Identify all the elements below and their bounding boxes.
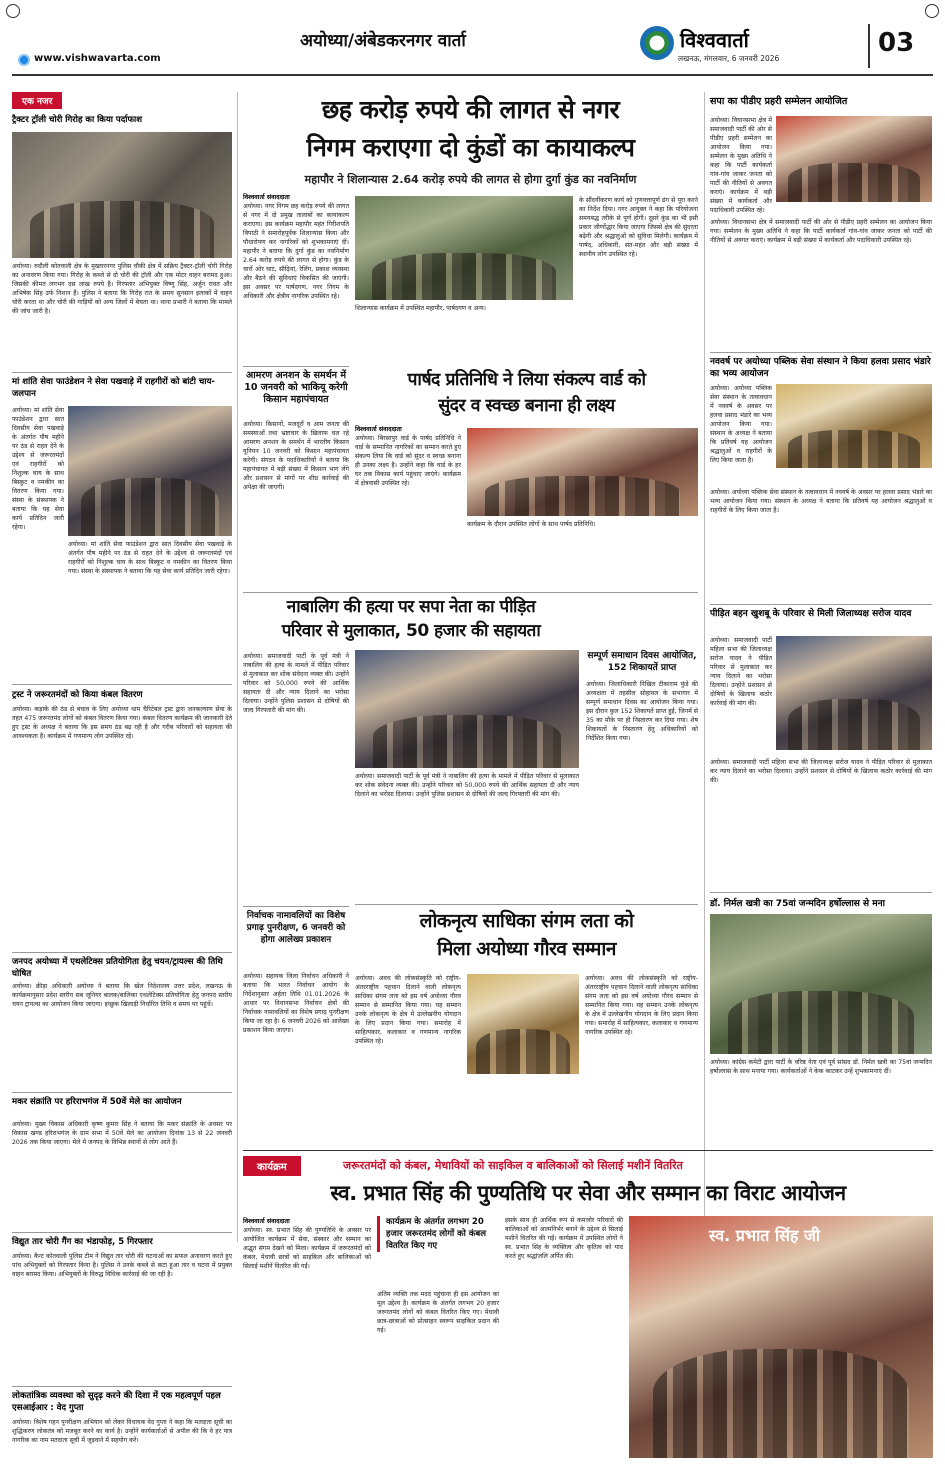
news-body-cont: अयोध्या। समाजवादी पार्टी महिला सभा की जिलाध्यक्ष सरोज यादव ने पीड़ित परिवार से मुलाकात कर न्याय दिलाने का भरोसा दिलाया। उन्होंने प्रशासन से दोषियों के खिलाफ कठोर कार्रवाई की मांग की। [710, 759, 932, 784]
news-body: अयोध्या। मुख्य विकास अधिकारी कृष्ण कुमार सिंह ने बताया कि मकर संक्रांति के अवसर पर विकास खण्ड हरिराभगंज के ग्राम सभा में 50वें मेले का आयोजन दिनांक 13 से 22 जनवरी 2026 तक किया जाएगा। मेले में जनपद के विभिन्न स्थानों से लोग आते हैं। [12, 1121, 232, 1146]
news-body: अयोध्या। अयोध्या पब्लिक सेवा संस्थान के तत्वावधान में नववर्ष के अवसर पर हलवा प्रसाद भंडारे का भव्य आयोजन किया गया। संस्थान के अध्यक्ष ने बताया कि प्रतिवर्ष यह आयोजन श्रद्धालुओं व राहगीरों के लिए किया जाता है। [710, 385, 772, 464]
parshad-story [355, 368, 698, 588]
news-photo [710, 914, 932, 1054]
bottom-story [243, 1150, 933, 1465]
page-header [0, 0, 945, 78]
right-column [710, 92, 932, 1242]
samadhan-body: अयोध्या। जिलाधिकारी निखिल टीकाराम फुंडे की अध्यक्षता में तहसील सोहावल के सभागार में सम्पूर्ण समाधान दिवस का आयोजन किया गया। इस दौरान कुल 152 शिकायतें प्राप्त हुईं, जिनमें से 35 का मौके पर ही निस्तारण कर दिया गया। शेष शिकायतों के निस्तारण हेतु अधिकारियों को निर्देशित किया गया। [586, 681, 698, 742]
news-body-cont: अयोध्या। अयोध्या पब्लिक सेवा संस्थान के तत्वावधान में नववर्ष के अवसर पर हलवा प्रसाद भंडारे का भव्य आयोजन किया गया। संस्थान के अध्यक्ष ने बताया कि प्रतिवर्ष यह आयोजन श्रद्धालुओं व राहगीरों के लिए किया जाता है। [710, 489, 932, 514]
anshan-title: आमरण अनशन के समर्थन में 10 जनवरी को भाकियू करेगी किसान महापंचायत [244, 370, 348, 405]
news-body: अयोध्या। कड़ाके की ठंड से बचाव के लिए अयोध्या धाम चैरिटेबल ट्रस्ट द्वारा जनकल्याण सेवा के तहत 475 जरूरतमंद लोगों को कंबल वितरण किया गया। कंबल वितरण कार्यक्रम की जानकारी देते हुए ट्रस्ट के अध्यक्ष ने बताया कि इस समय ठंड बढ़ रही है और गरीब परिवारों को सहायता की आवश्यकता है। कार्यक्रम में गणमान्य लोग उपस्थित रहे। [12, 706, 232, 740]
parshad-headline-line1: पार्षद प्रतिनिधि ने लिया संकल्प वार्ड को [407, 370, 646, 390]
anshan-story [243, 370, 349, 590]
news-title: ट्रस्ट ने जरूरतमंदों को किया कंबल वितरण [12, 690, 143, 700]
bottom-body-3: इसके साथ ही आर्थिक रूप से कमजोर परिवारों की बालिकाओं को आत्मनिर्भर बनाने के उद्देश्य से सिलाई मशीनें वितरित की गईं। कार्यक्रम में उपस्थित लोगों ने स्व. प्रभात सिंह के व्यक्तित्व और कृतित्व को याद करते हुए श्रद्धांजलि अर्पित की। [505, 1217, 623, 1260]
byline: विश्ववार्ता संवाददाता [243, 194, 290, 201]
news-title: मां शांति सेवा फाउंडेशन ने सेवा पखवाड़े में राहगीरों को बांटी चाय-जलपान [12, 377, 215, 399]
news-title: नववर्ष पर अयोध्या पब्लिक सेवा संस्थान ने किया हलवा प्रसाद भंडारे का भव्य आयोजन [710, 357, 931, 379]
samadhan-title: सम्पूर्ण समाधान दिवस आयोजित, 152 शिकायतें प्राप्त [587, 651, 697, 673]
lead-subhead: महापौर ने शिलान्यास 2.64 करोड़ रुपये की लागत से होगा दुर्गा कुंड का नवनिर्माण [304, 173, 637, 186]
news-photo [776, 636, 932, 750]
news-title: ट्रैक्टर ट्रॉली चोरी गिरोह का किया पर्दाफाश [12, 115, 143, 125]
left-column [12, 92, 232, 1462]
news-body: अयोध्या। मां शांति सेवा फाउंडेशन द्वारा सात दिवसीय सेवा पखवाड़े के अंतर्गत पौष महीने पर ठंड से राहत देने के उद्देश्य से जरूरतमंदों एवं राहगीरों को निशुल्क चाय के साथ बिस्कुट व नमकीन का वितरण किया गया। संस्था के संस्थापक ने बताया कि यह सेवा कार्य प्रतिदिन जारी रहेगा। [12, 407, 64, 531]
news-photo [12, 132, 232, 258]
lead-photo-caption: शिलान्यास कार्यक्रम में उपस्थित महापौर, पार्षदगण व अन्य। [355, 305, 487, 312]
news-title: डॉ. निर्मल खत्री का 75वां जन्मदिन हर्षोल्लास से मना [710, 899, 885, 909]
lead-body-left: अयोध्या। नगर निगम छह करोड़ रुपये की लागत से नगर में दो प्रमुख तालाबों का कायाकल्प कराएगा। इस कार्यक्रम महापौर महंत गिरीशपति त्रिपाठी ने समारोहपूर्वक शिलान्यास किया और पौधारोपण कर नागरिकों को शुभकामनाएं दीं। महापौर ने बताया कि दुर्गा कुंड का नवनिर्माण 2.64 करोड़ रुपये की लागत से होगा। कुंड के चारों ओर घाट, सीढ़ियां, रेलिंग, प्रकाश व्यवस्था और बैठने की सुविधाएं विकसित की जाएंगी। इस अवसर पर पार्षदगण, नगर निगम के अधिकारी और क्षेत्रीय नागरिक उपस्थित रहे। [243, 203, 349, 300]
registration-mark [6, 4, 20, 18]
lead-photo [355, 196, 573, 300]
loknritya-photo [467, 974, 579, 1074]
bottom-body-1: अयोध्या। स्व. प्रभात सिंह की पुण्यतिथि के अवसर पर आयोजित कार्यक्रम में सेवा, संस्कार और सम्मान का अद्भुत संगम देखने को मिला। कार्यक्रम में जरूरतमंदों को कंबल, मेधावी छात्रों को साइकिल और बालिकाओं को सिलाई मशीनें वितरित की गईं। [243, 1227, 371, 1270]
website-url[interactable]: www.vishwavarta.com [34, 53, 161, 64]
news-body: अयोध्या। समाजवादी पार्टी महिला सभा की जिलाध्यक्ष सरोज यादव ने पीड़ित परिवार से मुलाकात कर न्याय दिलाने का भरोसा दिलाया। उन्होंने प्रशासन से दोषियों के खिलाफ कठोर कार्रवाई की मांग की। [710, 637, 772, 707]
logo-text: विश्ववार्ता [680, 28, 749, 52]
parshad-photo [467, 428, 698, 516]
news-body: अयोध्या। विधानसभा क्षेत्र में समाजवादी पार्टी की ओर से पीडीए प्रहरी सम्मेलन का आयोजन किया गया। सम्मेलन के मुख्य अतिथि ने कहा कि पार्टी कार्यकर्ता गांव-गांव जाकर जनता को पार्टी की नीतियों से अवगत कराएं। कार्यक्रम में बड़ी संख्या में कार्यकर्ता और पदाधिकारी उपस्थित रहे। [710, 117, 772, 214]
anshan-body: अयोध्या। किसानों, मजदूरों व आम जनता की समस्याओं तथा भ्रष्टाचार के खिलाफ चल रहे आमरण अनशन के समर्थन में भारतीय किसान यूनियन 10 जनवरी को किसान महापंचायत करेगी। संगठन के पदाधिकारियों ने बताया कि महापंचायत में बड़ी संख्या में किसान भाग लेंगे और प्रशासन से मांगों पर शीघ्र कार्रवाई की अपेक्षा की जाएगी। [243, 421, 349, 491]
news-photo [776, 384, 932, 468]
bottom-headline: स्व. प्रभात सिंह की पुण्यतिथि पर सेवा और सम्मान का विराट आयोजन [330, 1181, 846, 1205]
karyakram-tag: कार्यक्रम [243, 1156, 301, 1176]
parshad-headline-line2: सुंदर व स्वच्छ बनाना ही लक्ष्य [438, 396, 615, 416]
lead-story [243, 92, 698, 362]
loknritya-story [355, 908, 698, 1140]
news-title: जनपद अयोध्या में एथलेटिक्स प्रतियोगिता हेतु चयन/ट्रायल्स की तिथि घोषित [12, 957, 223, 979]
bottom-pullquote: कार्यक्रम के अंतर्गत लगभग 20 हजार जरूरतमंद लोगों को कंबल वितरित किए गए [377, 1216, 499, 1252]
news-body-cont: अयोध्या। विधानसभा क्षेत्र में समाजवादी पार्टी की ओर से पीडीए प्रहरी सम्मेलन का आयोजन किया गया। सम्मेलन के मुख्य अतिथि ने कहा कि पार्टी कार्यकर्ता गांव-गांव जाकर जनता को पार्टी की नीतियों से अवगत कराएं। कार्यक्रम में बड़ी संख्या में कार्यकर्ता और पदाधिकारी उपस्थित रहे। [710, 219, 932, 244]
news-body: अयोध्या। कांग्रेस कमेटी द्वारा पार्टी के वरिष्ठ नेता एवं पूर्व सांसद डॉ. निर्मल खत्री का 75वां जन्मदिन हर्षोल्लास के साथ मनाया गया। कार्यकर्ताओं ने केक काटकर उन्हें शुभकामनाएं दीं। [710, 1059, 932, 1075]
nirvachak-body: अयोध्या। सहायक जिला निर्वाचन अधिकारी ने बताया कि भारत निर्वाचन आयोग के निर्देशानुसार अर्हता तिथि 01.01.2026 के आधार पर विधानसभा निर्वाचन क्षेत्रों की निर्वाचक नामावलियों का विशेष प्रगाढ़ पुनरीक्षण किया जा रहा है। 6 जनवरी 2026 को आलेख्य प्रकाशन किया जाएगा। [243, 973, 349, 1034]
news-body: अयोध्या। कैन्ट कोतवाली पुलिस टीम ने विद्युत तार चोरी की घटनाओं का सफल अनावरण करते हुए पांच अभियुक्तों को गिरफ्तार किया है। पुलिस ने उनके कब्जे से कटा हुआ तार व घटना में प्रयुक्त वाहन बरामद किया। अभियुक्तों के विरुद्ध विधिक कार्रवाई की जा रही है। [12, 1253, 232, 1278]
news-photo [776, 116, 932, 202]
loknritya-body-cont: अयोध्या। अवध की लोकसंस्कृति को राष्ट्रीय-अंतरराष्ट्रीय पहचान दिलाने वाली लोकनृत्य साधिका संगम लता को इस वर्ष अयोध्या गौरव सम्मान से सम्मानित किया गया। यह सम्मान उनके लोकनृत्य के क्षेत्र में उल्लेखनीय योगदान के लिए प्रदान किया गया। समारोह में साहित्यकार, कलाकार व गणमान्य नागरिक उपस्थित रहे। [585, 975, 698, 1036]
nirvachak-title: निर्वाचक नामावलियों का विशेष प्रगाढ़ पुनरीक्षण, 6 जनवरी को होगा आलेख्य प्रकाशन [246, 911, 346, 945]
samadhan-story [586, 650, 698, 900]
nabalig-body: अयोध्या। समाजवादी पार्टी के पूर्व मंत्री ने नाबालिग की हत्या के मामले में पीड़ित परिवार से मुलाकात कर शोक संवेदना व्यक्त की। उन्होंने परिवार को 50,000 रुपये की आर्थिक सहायता दी और न्याय दिलाने का भरोसा दिलाया। उन्होंने पुलिस प्रशासन से दोषियों की जल्द गिरफ्तारी की मांग की। [243, 653, 349, 714]
bottom-photo [629, 1216, 933, 1458]
bottom-body-2: अंतिम व्यक्ति तक मदद पहुंचाना ही इस आयोजन का मूल उद्देश्य है। कार्यक्रम के अंतर्गत लगभग 20 हजार जरूरतमंद लोगों को कंबल वितरित किए गए। मेधावी छात्र-छात्राओं को प्रोत्साहन स्वरूप साइकिल प्रदान की गई। [377, 1291, 499, 1334]
news-title: विद्युत तार चोरी गैंग का भंडाफोड़, 5 गिरफ्तार [12, 1237, 153, 1247]
news-title: पीड़ित बहन खुशबू के परिवार से मिली जिलाध्यक्ष सरोज यादव [710, 609, 912, 619]
parshad-body: अयोध्या। बिरसापुर वार्ड के पार्षद प्रतिनिधि ने वार्ड के सम्मानित नागरिकों का सम्मान करते हुए संकल्प लिया कि वार्ड को सुंदर व स्वच्छ बनाना ही उनका लक्ष्य है। उन्होंने कहा कि वार्ड के हर घर तक विकास कार्य पहुंचाए जाएंगे। कार्यक्रम में क्षेत्रवासी उपस्थित रहे। [355, 435, 461, 487]
news-body-cont: अयोध्या। मां शांति सेवा फाउंडेशन द्वारा सात दिवसीय सेवा पखवाड़े के अंतर्गत पौष महीने पर ठंड से राहत देने के उद्देश्य से जरूरतमंदों एवं राहगीरों को निशुल्क चाय के साथ बिस्कुट व नमकीन का वितरण किया गया। संस्था के संस्थापक ने बताया कि यह सेवा कार्य प्रतिदिन जारी रहेगा। [68, 541, 232, 575]
loknritya-headline-line1: लोकनृत्य साधिका संगम लता को [419, 910, 634, 932]
web-icon [18, 54, 30, 66]
news-title: लोकतांत्रिक व्यवस्था को सुदृढ़ करने की दिशा में एक महत्वपूर्ण पहल एसआईआर : वेद गुप्ता [12, 1391, 221, 1413]
news-body: अयोध्या। रुदौली कोतवाली क्षेत्र के मुख्तारनगर पुलिस चौकी क्षेत्र में सक्रिय ट्रैक्टर-ट्रॉली चोरी गिरोह का अनावरण किया गया। गिरोह के कब्जे से दो चोरी की ट्रॉली और एक मोटर वाहन बरामद हुआ। जिसकी कीमत लगभग दस लाख रुपये है। गिरफ्तार अभियुक्त विष्णु सिंह, अर्जुन रावत और अभिषेक सिंह उर्फ निशान हैं। पुलिस ने बताया कि गिरोह रात के समय सुनसान इलाकों में वाहन चोरी करता था और चोरी की गाड़ियों को अन्य जिलों में बेचता था। थाना प्रभारी ने बताया कि मामले की जांच जारी है। [12, 263, 232, 315]
byline: विश्ववार्ता संवाददाता [243, 1218, 290, 1225]
news-body: अयोध्या। विशेष गहन पुनरीक्षण अभियान को लेकर विधायक वेद गुप्ता ने कहा कि मतदाता सूची का शुद्धिकरण लोकतंत्र को मजबूत करने का कार्य है। उन्होंने कार्यकर्ताओं से अपील की कि वे हर पात्र नागरिक का नाम मतदाता सूची में जुड़वाने में सहयोग करें। [12, 1419, 232, 1444]
ek-nazar-tag: एक नजर [12, 92, 62, 109]
bottom-kicker: जरूरतमंदों को कंबल, मेधावियों को साइकिल व बालिकाओं को सिलाई मशीनें वितरित [343, 1159, 683, 1172]
dateline: लखनऊ, मंगलवार, 6 जनवरी 2026 [678, 54, 780, 63]
news-title: मकर संक्रांति पर हरिराभगंज में 50वें मेले का आयोजन [12, 1097, 182, 1107]
news-title: सपा का पीडीए प्रहरी सम्मेलन आयोजित [710, 96, 848, 107]
parshad-caption: कार्यक्रम के दौरान उपस्थित लोगों के साथ पार्षद प्रतिनिधि। [467, 521, 596, 528]
loknritya-body: अयोध्या। अवध की लोकसंस्कृति को राष्ट्रीय-अंतरराष्ट्रीय पहचान दिलाने वाली लोकनृत्य साधिका संगम लता को इस वर्ष अयोध्या गौरव सम्मान से सम्मानित किया गया। यह सम्मान उनके लोकनृत्य के क्षेत्र में उल्लेखनीय योगदान के लिए प्रदान किया गया। समारोह में साहित्यकार, कलाकार व गणमान्य नागरिक उपस्थित रहे। [355, 975, 461, 1045]
news-photo [68, 406, 232, 536]
page-number: 03 [878, 28, 915, 58]
lead-headline-line2: निगम कराएगा दो कुंडों का कायाकल्प [306, 133, 635, 162]
banner-text: स्व. प्रभात सिंह जी [709, 1226, 820, 1245]
nirvachak-story [243, 910, 349, 1140]
nabalig-body-cont: अयोध्या। समाजवादी पार्टी के पूर्व मंत्री ने नाबालिग की हत्या के मामले में पीड़ित परिवार से मुलाकात कर शोक संवेदना व्यक्त की। उन्होंने परिवार को 50,000 रुपये की आर्थिक सहायता दी और न्याय दिलाने का भरोसा दिलाया। उन्होंने पुलिस प्रशासन से दोषियों की जल्द गिरफ्तारी की मांग की। [355, 773, 579, 798]
nabalig-headline-line1: नाबालिग की हत्या पर सपा नेता का पीड़ित [286, 597, 536, 617]
lead-body-right: के सौंदर्यीकरण कार्य को गुणवत्तापूर्ण ढंग से पूरा करने का निर्देश दिया। नगर आयुक्त ने कहा कि परियोजना समयबद्ध तरीके से पूर्ण होगी। दूसरे कुंड का भी इसी प्रकार जीर्णोद्धार किया जाएगा जिससे क्षेत्र की सुंदरता बढ़ेगी और श्रद्धालुओं को सुविधा मिलेगी। कार्यक्रम में पार्षद, अधिकारी, संत-महंत और बड़ी संख्या में स्थानीय लोग उपस्थित रहे। [579, 197, 698, 258]
loknritya-headline-line2: मिला अयोध्या गौरव सम्मान [437, 938, 616, 960]
section-title: अयोध्या/अंबेडकरनगर वार्ता [300, 31, 466, 51]
byline: विश्ववार्ता संवाददाता [355, 426, 402, 433]
logo-icon [640, 26, 674, 60]
nabalig-story [243, 592, 579, 892]
lead-headline-line1: छह करोड़ रुपये की लागत से नगर [321, 95, 620, 124]
news-body: अयोध्या। क्रीड़ा अधिकारी अयोध्या ने बताया कि खेल निदेशालय उत्तर प्रदेश, लखनऊ के कार्यक्रमानुसार प्रदेश स्तरीय सब जूनियर बालक/बालिका एथलेटिक्स प्रतियोगिता हेतु जनपद स्तरीय चयन ट्रायल्स का आयोजन किया जाएगा। इच्छुक खिलाड़ी निर्धारित तिथि व समय पर पहुंचें। [12, 983, 232, 1008]
registration-mark [925, 4, 939, 18]
nabalig-photo [355, 650, 579, 768]
nabalig-headline-line2: परिवार से मुलाकात, 50 हजार की सहायता [281, 621, 541, 641]
